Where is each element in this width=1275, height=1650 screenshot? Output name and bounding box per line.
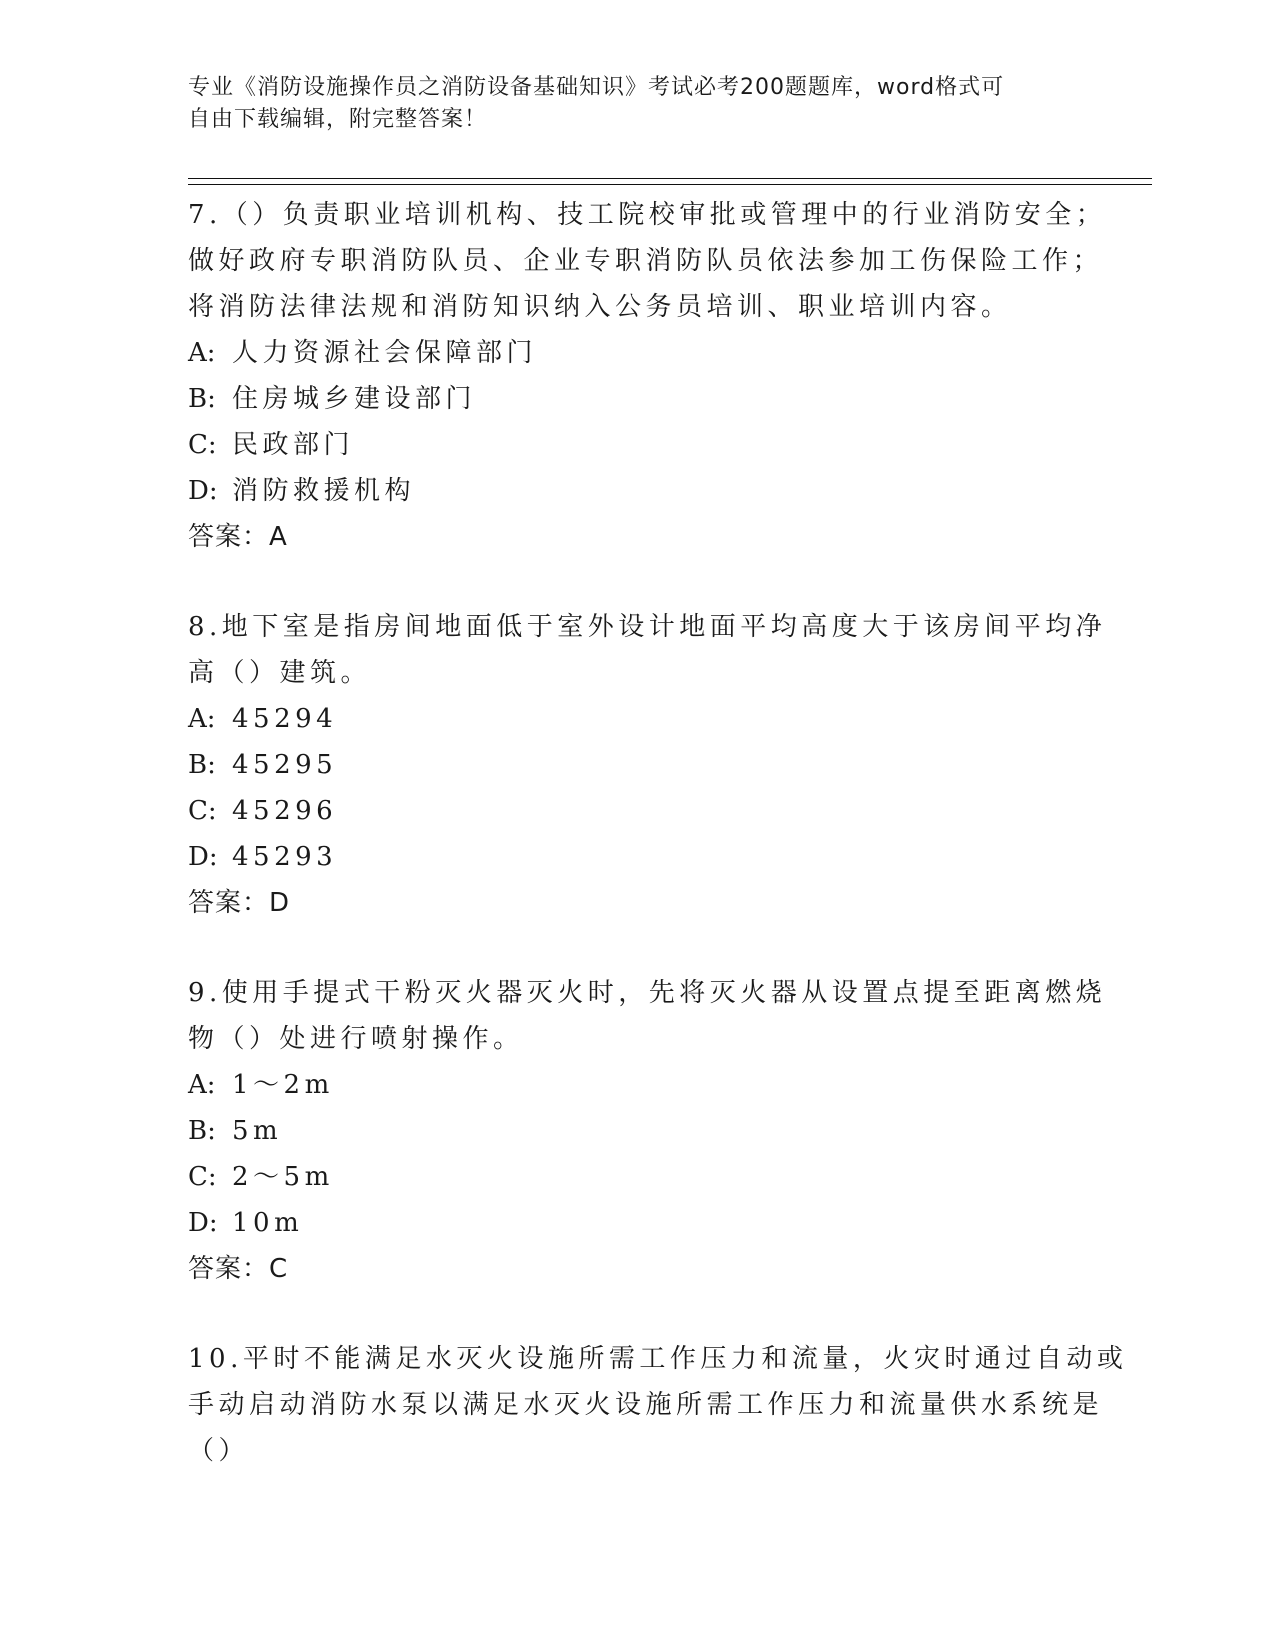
option-d (188, 1200, 1088, 1246)
option-key: D: (188, 1208, 218, 1238)
question-list (188, 192, 1128, 1518)
option-key: D: (188, 842, 218, 872)
stem-line: 做好政府专职消防队员、企业专职消防队员依法参加工伤保险工作； (188, 246, 1104, 276)
option-a (188, 1062, 1088, 1108)
option-text: 消防救援机构 (232, 476, 416, 506)
question-stem (188, 970, 1107, 1062)
stem-line: 手动启动消防水泵以满足水灭火设施所需工作压力和流量供水系统是 (188, 1390, 1104, 1420)
option-a (188, 330, 1088, 376)
option-text: 10m (232, 1208, 304, 1238)
option-text: 住房城乡建设部门 (232, 384, 477, 414)
option-key: A: (188, 338, 216, 368)
option-d (188, 468, 1088, 514)
question-8 (188, 604, 1107, 926)
stem-line: 7.（）负责职业培训机构、技工院校审批或管理中的行业消防安全； (188, 200, 1107, 230)
option-key: C: (188, 1162, 217, 1192)
question-stem (188, 604, 1107, 696)
header-line-1: 专业《消防设施操作员之消防设备基础知识》考试必考200题题库，word格式可 (188, 75, 1005, 100)
option-text: 45295 (232, 750, 338, 780)
question-10 (188, 1336, 1128, 1474)
option-text: 45296 (232, 796, 338, 826)
option-key: A: (188, 1070, 216, 1100)
option-text: 45293 (232, 842, 338, 872)
question-stem (188, 192, 1107, 330)
stem-line: 将消防法律法规和消防知识纳入公务员培训、职业培训内容。 (188, 292, 1012, 322)
stem-line: 物（）处进行喷射操作。 (188, 1024, 524, 1054)
option-key: B: (188, 1116, 216, 1146)
option-key: C: (188, 430, 217, 460)
option-key: A: (188, 704, 216, 734)
option-c (188, 422, 1088, 468)
option-key: D: (188, 476, 218, 506)
option-text: 45294 (232, 704, 338, 734)
option-key: B: (188, 750, 216, 780)
option-b (188, 742, 1088, 788)
question-stem (188, 1336, 1128, 1474)
option-key: C: (188, 796, 217, 826)
answer-line: 答案：D (188, 888, 291, 918)
answer-line: 答案：A (188, 522, 288, 552)
stem-line: 9.使用手提式干粉灭火器灭火时，先将灭火器从设置点提至距离燃烧 (188, 978, 1107, 1008)
option-text: 2～5m (232, 1162, 334, 1192)
option-text: 人力资源社会保障部门 (232, 338, 538, 368)
option-a (188, 696, 1088, 742)
stem-line: 8.地下室是指房间地面低于室外设计地面平均高度大于该房间平均净 (188, 612, 1107, 642)
option-text: 5m (232, 1116, 283, 1146)
document-header (188, 72, 1068, 136)
header-line-2: 自由下载编辑，附完整答案！ (188, 107, 488, 132)
option-b (188, 376, 1088, 422)
stem-line: （） (188, 1436, 250, 1466)
option-key: B: (188, 384, 216, 414)
question-9 (188, 970, 1107, 1292)
question-7 (188, 192, 1107, 560)
stem-line: 高（）建筑。 (188, 658, 372, 688)
answer-line: 答案：C (188, 1254, 289, 1284)
option-b (188, 1108, 1088, 1154)
header-divider-bottom (188, 184, 1152, 185)
option-c (188, 1154, 1088, 1200)
option-text: 民政部门 (232, 430, 355, 460)
option-d (188, 834, 1088, 880)
stem-line: 10.平时不能满足水灭火设施所需工作压力和流量，火灾时通过自动或 (188, 1344, 1128, 1374)
option-c (188, 788, 1088, 834)
header-divider-top (188, 178, 1152, 179)
option-text: 1～2m (232, 1070, 334, 1100)
